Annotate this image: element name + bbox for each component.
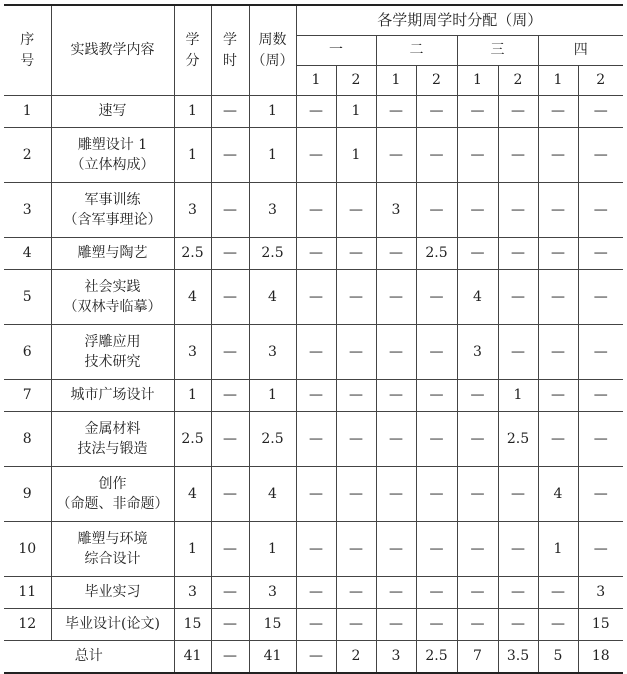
row-term-value: — [538, 96, 578, 128]
row-term-value: — [538, 609, 578, 641]
total-term-value: 18 [578, 641, 623, 674]
row-weeks: 1 [249, 128, 296, 183]
row-content [51, 577, 174, 609]
header-term: 1 [538, 66, 578, 96]
row-term-value: — [336, 467, 376, 522]
row-number: 11 [4, 577, 51, 609]
row-term-value: — [416, 325, 457, 380]
header-term: 1 [376, 66, 416, 96]
row-term-value: — [376, 522, 416, 577]
row-number: 5 [4, 270, 51, 325]
row-term-value: — [578, 380, 623, 412]
total-credit: 41 [174, 641, 211, 674]
row-term-value: — [498, 270, 538, 325]
row-content-line: （双林寺临摹） [63, 299, 162, 315]
row-content [51, 238, 174, 270]
row-term-value: — [296, 577, 336, 609]
row-hours: — [211, 128, 249, 183]
table-row [4, 238, 623, 270]
row-content-line: 金属材料 [84, 420, 141, 437]
row-content [51, 380, 174, 412]
row-term-value: — [498, 183, 538, 238]
row-weeks: 1 [249, 96, 296, 128]
row-term-value: — [416, 96, 457, 128]
row-number: 1 [4, 96, 51, 128]
row-term-value: — [578, 412, 623, 467]
row-term-value: — [296, 183, 336, 238]
total-term-value: 3 [376, 641, 416, 674]
row-content [51, 128, 174, 183]
table-row [4, 325, 623, 380]
row-content [51, 96, 174, 128]
table-row [4, 96, 623, 128]
total-term-value: 2 [336, 641, 376, 674]
row-content-line: 毕业实习 [84, 584, 141, 601]
row-term-value: — [457, 96, 498, 128]
row-term-value: 1 [336, 96, 376, 128]
row-term-value: — [296, 522, 336, 577]
row-content [51, 270, 174, 325]
table-row [4, 522, 623, 577]
header-term: 1 [296, 66, 336, 96]
total-term-value: 3.5 [498, 641, 538, 674]
row-content-line: 技术研究 [84, 354, 141, 370]
header-term: 2 [498, 66, 538, 96]
row-number: 2 [4, 128, 51, 183]
row-term-value: — [336, 412, 376, 467]
row-term-value: — [296, 238, 336, 270]
row-weeks: 15 [249, 609, 296, 641]
row-term-value: — [578, 325, 623, 380]
row-hours: — [211, 96, 249, 128]
row-weeks: 1 [249, 522, 296, 577]
table-row [4, 412, 623, 467]
total-term-value: — [296, 641, 336, 674]
total-term-value: 5 [538, 641, 578, 674]
row-term-value: — [498, 238, 538, 270]
row-content-line: （含军事理论） [63, 212, 162, 228]
row-term-value: 3 [376, 183, 416, 238]
header-term: 1 [457, 66, 498, 96]
row-term-value: — [498, 522, 538, 577]
row-term-value: — [538, 183, 578, 238]
row-term-value: — [538, 270, 578, 325]
row-term-value: — [376, 609, 416, 641]
row-credit: 3 [174, 577, 211, 609]
row-term-value: — [578, 270, 623, 325]
row-number: 7 [4, 380, 51, 412]
row-content-line: 军事训练 [84, 191, 141, 208]
row-term-value: — [296, 412, 336, 467]
row-term-value: — [578, 128, 623, 183]
header-term: 2 [416, 66, 457, 96]
row-content-line: 雕塑与陶艺 [77, 245, 148, 262]
row-term-value: — [416, 609, 457, 641]
header-year-3: 三 [457, 36, 538, 66]
row-hours: — [211, 270, 249, 325]
row-content-line: 雕塑与环境 [77, 530, 148, 547]
total-label: 总计 [4, 641, 174, 674]
row-term-value: — [578, 522, 623, 577]
row-term-value: — [416, 522, 457, 577]
row-hours: — [211, 183, 249, 238]
row-term-value: — [376, 270, 416, 325]
row-term-value: — [416, 183, 457, 238]
row-term-value: 3 [578, 577, 623, 609]
row-term-value: — [336, 238, 376, 270]
row-credit: 2.5 [174, 412, 211, 467]
row-term-value: — [296, 380, 336, 412]
row-term-value: 2.5 [416, 238, 457, 270]
row-term-value: — [457, 380, 498, 412]
row-term-value: — [457, 183, 498, 238]
total-term-value: 7 [457, 641, 498, 674]
row-term-value: 1 [336, 128, 376, 183]
header-weeks: 周数 （周） [249, 5, 296, 96]
row-term-value: — [457, 412, 498, 467]
row-term-value: — [336, 522, 376, 577]
row-term-value: — [498, 128, 538, 183]
row-term-value: — [538, 325, 578, 380]
row-term-value: — [457, 238, 498, 270]
row-content [51, 183, 174, 238]
row-term-value: — [498, 325, 538, 380]
row-credit: 15 [174, 609, 211, 641]
row-hours: — [211, 412, 249, 467]
row-hours: — [211, 577, 249, 609]
header-term: 2 [578, 66, 623, 96]
table-row [4, 467, 623, 522]
row-hours: — [211, 238, 249, 270]
row-term-value: — [457, 577, 498, 609]
row-term-value: — [578, 467, 623, 522]
header-distribution: 各学期周学时分配（周） [296, 5, 623, 36]
row-term-value: — [457, 522, 498, 577]
row-hours: — [211, 380, 249, 412]
row-number: 3 [4, 183, 51, 238]
row-credit: 1 [174, 96, 211, 128]
table-row [4, 609, 623, 641]
row-weeks: 4 [249, 270, 296, 325]
row-term-value: — [416, 467, 457, 522]
row-credit: 2.5 [174, 238, 211, 270]
row-term-value: — [376, 325, 416, 380]
row-term-value: — [296, 96, 336, 128]
row-term-value: — [296, 325, 336, 380]
row-term-value: — [416, 380, 457, 412]
row-hours: — [211, 609, 249, 641]
header-seq: 序 号 [4, 5, 51, 96]
row-term-value: — [376, 238, 416, 270]
row-content-line: 社会实践 [84, 278, 141, 295]
total-row [4, 641, 623, 674]
row-content [51, 522, 174, 577]
row-content [51, 412, 174, 467]
row-term-value: — [336, 609, 376, 641]
row-term-value: — [498, 609, 538, 641]
header-term: 2 [336, 66, 376, 96]
row-term-value: — [376, 128, 416, 183]
row-content-line: （立体构成） [70, 157, 155, 173]
row-term-value: — [376, 380, 416, 412]
row-term-value: — [538, 238, 578, 270]
row-content-line: 创作 [98, 475, 127, 492]
row-term-value: 4 [538, 467, 578, 522]
row-term-value: 15 [578, 609, 623, 641]
row-term-value: — [538, 128, 578, 183]
row-term-value: — [336, 325, 376, 380]
row-weeks: 2.5 [249, 238, 296, 270]
row-weeks: 1 [249, 380, 296, 412]
row-content [51, 467, 174, 522]
row-term-value: — [336, 380, 376, 412]
table-row [4, 380, 623, 412]
row-term-value: — [538, 412, 578, 467]
row-term-value: 1 [538, 522, 578, 577]
table-row [4, 183, 623, 238]
row-term-value: — [578, 238, 623, 270]
row-term-value: 1 [498, 380, 538, 412]
row-content-line: 浮雕应用 [84, 333, 141, 350]
row-term-value: — [296, 270, 336, 325]
row-hours: — [211, 522, 249, 577]
row-term-value: — [376, 577, 416, 609]
row-content-line: 速写 [98, 103, 127, 120]
row-credit: 1 [174, 380, 211, 412]
row-content-line: 毕业设计(论文) [65, 616, 160, 633]
row-weeks: 3 [249, 183, 296, 238]
row-term-value: — [498, 467, 538, 522]
header-year-4: 四 [538, 36, 623, 66]
row-term-value: — [416, 412, 457, 467]
total-hours: — [211, 641, 249, 674]
row-term-value: — [296, 609, 336, 641]
row-number: 4 [4, 238, 51, 270]
row-content-line: （命题、非命题） [56, 496, 169, 512]
header-hours: 学 时 [211, 5, 249, 96]
row-weeks: 3 [249, 577, 296, 609]
table-row [4, 270, 623, 325]
row-term-value: — [376, 467, 416, 522]
row-term-value: — [578, 183, 623, 238]
row-content-line: 技法与锻造 [77, 441, 148, 457]
table-row [4, 128, 623, 183]
row-term-value: — [296, 128, 336, 183]
row-term-value: — [416, 270, 457, 325]
practice-teaching-table [4, 4, 623, 674]
row-term-value: — [538, 577, 578, 609]
row-term-value: — [376, 96, 416, 128]
header-credit: 学 分 [174, 5, 211, 96]
row-content [51, 325, 174, 380]
row-term-value: — [336, 577, 376, 609]
row-number: 6 [4, 325, 51, 380]
row-content-line: 综合设计 [84, 551, 141, 567]
row-term-value: — [498, 96, 538, 128]
row-term-value: — [538, 380, 578, 412]
row-term-value: — [457, 609, 498, 641]
row-term-value: — [578, 96, 623, 128]
row-number: 12 [4, 609, 51, 641]
row-term-value: 3 [457, 325, 498, 380]
row-credit: 4 [174, 270, 211, 325]
table-row [4, 577, 623, 609]
row-credit: 3 [174, 325, 211, 380]
row-term-value: — [457, 128, 498, 183]
row-term-value: — [416, 577, 457, 609]
row-number: 8 [4, 412, 51, 467]
row-weeks: 4 [249, 467, 296, 522]
row-term-value: — [457, 467, 498, 522]
row-credit: 4 [174, 467, 211, 522]
row-term-value: — [296, 467, 336, 522]
row-content [51, 609, 174, 641]
row-hours: — [211, 325, 249, 380]
row-credit: 1 [174, 522, 211, 577]
row-term-value: — [498, 577, 538, 609]
header-content: 实践教学内容 [51, 5, 174, 96]
row-hours: — [211, 467, 249, 522]
total-term-value: 2.5 [416, 641, 457, 674]
header-year-2: 二 [376, 36, 457, 66]
total-weeks: 41 [249, 641, 296, 674]
row-term-value: — [336, 270, 376, 325]
row-number: 10 [4, 522, 51, 577]
row-content-line: 雕塑设计 1 [77, 136, 148, 153]
row-credit: 1 [174, 128, 211, 183]
row-term-value: 4 [457, 270, 498, 325]
row-content-line: 城市广场设计 [70, 387, 155, 404]
header-year-1: 一 [296, 36, 376, 66]
row-term-value: — [336, 183, 376, 238]
row-credit: 3 [174, 183, 211, 238]
row-weeks: 3 [249, 325, 296, 380]
row-term-value: — [416, 128, 457, 183]
row-term-value: 2.5 [498, 412, 538, 467]
row-term-value: — [376, 412, 416, 467]
row-number: 9 [4, 467, 51, 522]
row-weeks: 2.5 [249, 412, 296, 467]
